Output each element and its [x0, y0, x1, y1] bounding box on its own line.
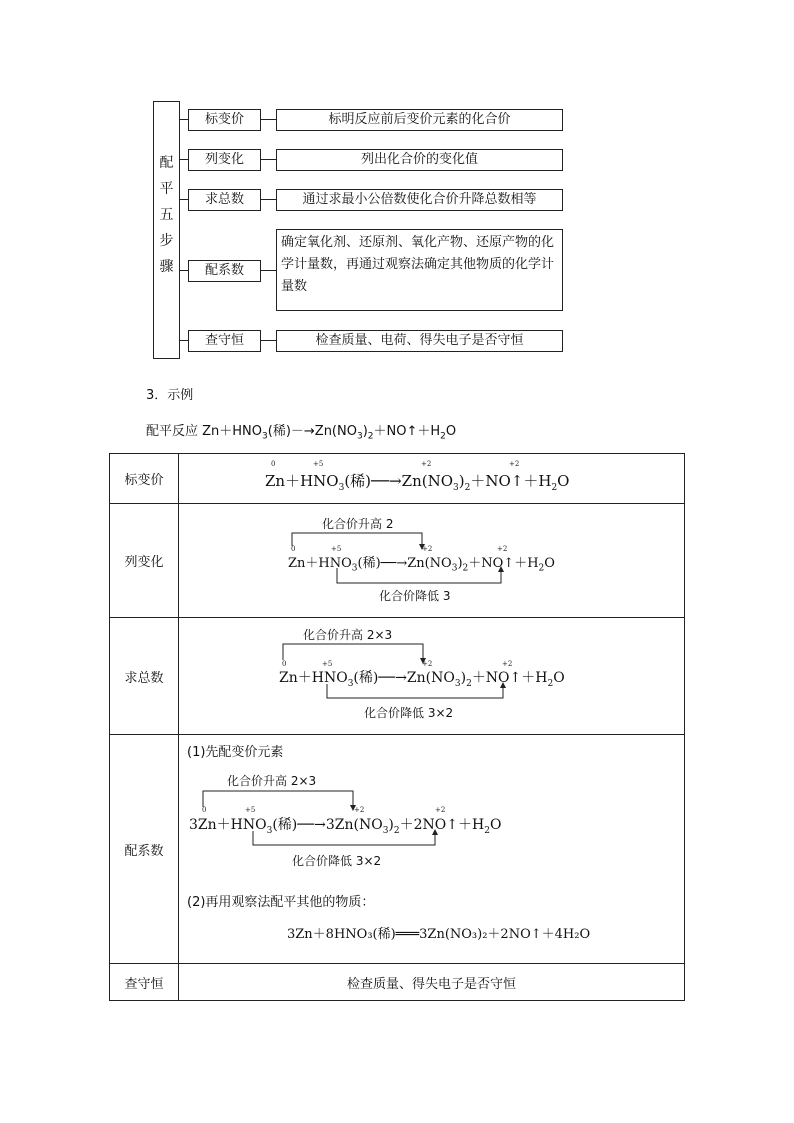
down-note: 化合价降低 3×2 [364, 706, 454, 720]
ox-state: +5 [245, 806, 256, 814]
sub-step-2: (2)再用观察法配平其他的物质： [187, 895, 375, 910]
sub-step-1: (1)先配变价元素 [187, 745, 284, 760]
step-desc-2: 列出化合价的变化值 [276, 149, 563, 171]
ox-state: +2 [421, 460, 432, 468]
example-table [109, 453, 685, 1001]
row-content [179, 735, 685, 964]
row-label: 查守恒 [110, 964, 179, 1001]
ox-state: +2 [502, 660, 513, 668]
ox-state: +5 [322, 660, 333, 668]
equation: $Zn+HNO_3$(稀)$──\to Zn(NO_3)_2+NO↑+H_2O$ [265, 472, 570, 493]
ox-state: 0 [291, 545, 296, 553]
row-content: 检查质量、得失电子是否守恒 [179, 964, 685, 1001]
ox-state: +2 [497, 545, 508, 553]
row-content [179, 618, 685, 735]
ox-state: +5 [313, 460, 324, 468]
step-box-2: 列变化 [188, 149, 261, 171]
row-label: 标变价 [110, 454, 179, 504]
equation: $Zn+HNO_3$(稀)$──\to Zn(NO_3)_2+NO↑+H_2O$ [288, 556, 555, 574]
intro-equation: 配平反应 $Zn+HNO_3$(稀)$-\to Zn(NO_3)_2+NO↑+H_2O$ [146, 424, 457, 442]
ox-state: +2 [422, 660, 433, 668]
equation: $Zn+HNO_3$(稀)$──\to Zn(NO_3)_2+NO↑+H_2O$ [279, 670, 565, 689]
up-note: 化合价升高 2 [322, 517, 394, 531]
step-box-4: 配系数 [188, 260, 261, 282]
step-box-5: 查守恒 [188, 330, 261, 352]
ox-state: 0 [202, 806, 207, 814]
step-box-3: 求总数 [188, 189, 261, 211]
up-note: 化合价升高 2×3 [227, 774, 317, 788]
ox-state: 0 [271, 460, 276, 468]
table-row [110, 504, 685, 618]
equation: $3Zn+HNO_3$(稀)$──\to 3Zn(NO_3)_2+2NO↑+H_2O$ [189, 817, 502, 836]
ox-state: +2 [435, 806, 446, 814]
ox-state: +5 [331, 545, 342, 553]
table-row [110, 735, 685, 964]
section-heading: 3．示例 [146, 388, 194, 403]
down-note: 化合价降低 3 [379, 589, 451, 603]
final-equation: 3Zn＋8HNO₃(稀)═══3Zn(NO₃)₂＋2NO↑＋4H₂O [287, 927, 591, 942]
row-label: 列变化 [110, 504, 179, 618]
step-desc-5: 检查质量、电荷、得失电子是否守恒 [276, 330, 563, 352]
table-row [110, 618, 685, 735]
step-desc-3: 通过求最小公倍数使化合价升降总数相等 [276, 189, 563, 211]
step-desc-1: 标明反应前后变价元素的化合价 [276, 109, 563, 131]
ox-state: +2 [354, 806, 365, 814]
ox-state: +2 [509, 460, 520, 468]
down-note: 化合价降低 3×2 [292, 854, 382, 868]
bracket-label: 配平五步骤 [159, 155, 174, 275]
row-label: 求总数 [110, 618, 179, 735]
ox-state: 0 [282, 660, 287, 668]
step-desc-4: 确定氧化剂、还原剂、氧化产物、还原产物的化学计量数，再通过观察法确定其他物质的化学计量数 [276, 229, 563, 311]
row-content [179, 454, 685, 504]
table-row [110, 964, 685, 1001]
table-row [110, 454, 685, 504]
step-box-1: 标变价 [188, 109, 261, 131]
up-note: 化合价升高 2×3 [303, 628, 393, 642]
row-content [179, 504, 685, 618]
ox-state: +2 [422, 545, 433, 553]
row-label: 配系数 [110, 735, 179, 964]
